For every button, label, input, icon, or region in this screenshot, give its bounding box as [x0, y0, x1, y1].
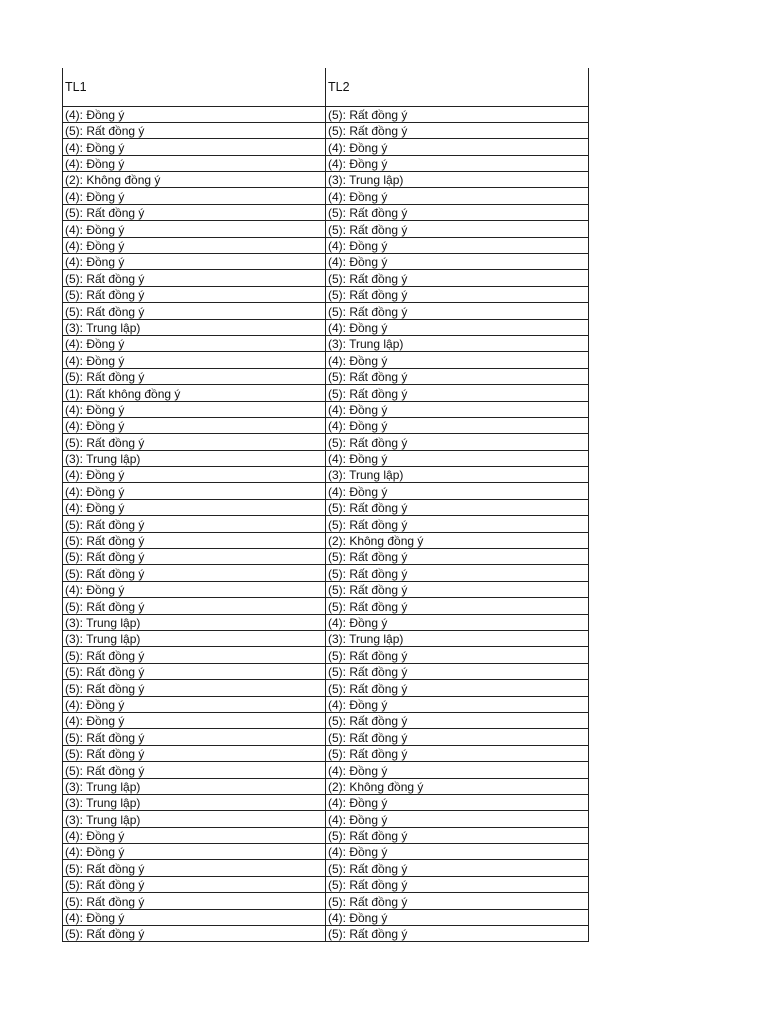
cell-tl1: (4): Đồng ý — [63, 909, 326, 925]
cell-tl1: (5): Rất đồng ý — [63, 270, 326, 286]
table-row — [63, 352, 589, 368]
cell-tl2: (5): Rất đồng ý — [326, 368, 589, 384]
cell-tl1: (4): Đồng ý — [63, 499, 326, 515]
cell-tl2: (4): Đồng ý — [326, 237, 589, 253]
cell-tl1: (5): Rất đồng ý — [63, 762, 326, 778]
table-row — [63, 499, 589, 515]
cell-tl1: (4): Đồng ý — [63, 106, 326, 122]
cell-tl2: (5): Rất đồng ý — [326, 876, 589, 892]
table-row — [63, 565, 589, 581]
cell-tl2: (4): Đồng ý — [326, 319, 589, 335]
cell-tl2: (5): Rất đồng ý — [326, 745, 589, 761]
spreadsheet-page — [62, 68, 588, 942]
cell-tl2: (3): Trung lập) — [326, 467, 589, 483]
cell-tl2: (4): Đồng ý — [326, 844, 589, 860]
cell-tl2: (4): Đồng ý — [326, 794, 589, 810]
cell-tl1: (5): Rất đồng ý — [63, 565, 326, 581]
cell-tl2: (4): Đồng ý — [326, 450, 589, 466]
table-row — [63, 385, 589, 401]
cell-tl2: (5): Rất đồng ý — [326, 926, 589, 942]
cell-tl1: (5): Rất đồng ý — [63, 434, 326, 450]
cell-tl2: (4): Đồng ý — [326, 254, 589, 270]
cell-tl1: (4): Đồng ý — [63, 221, 326, 237]
table-row — [63, 614, 589, 630]
cell-tl2: (4): Đồng ý — [326, 188, 589, 204]
cell-tl2: (5): Rất đồng ý — [326, 598, 589, 614]
cell-tl1: (3): Trung lập) — [63, 319, 326, 335]
table-row — [63, 204, 589, 220]
table-row — [63, 844, 589, 860]
cell-tl1: (4): Đồng ý — [63, 712, 326, 728]
table-row — [63, 467, 589, 483]
cell-tl2: (5): Rất đồng ý — [326, 827, 589, 843]
cell-tl1: (5): Rất đồng ý — [63, 926, 326, 942]
cell-tl2: (5): Rất đồng ý — [326, 122, 589, 138]
cell-tl1: (4): Đồng ý — [63, 352, 326, 368]
cell-tl2: (3): Trung lập) — [326, 335, 589, 351]
table-row — [63, 778, 589, 794]
table-row — [63, 893, 589, 909]
cell-tl2: (5): Rất đồng ý — [326, 680, 589, 696]
cell-tl2: (5): Rất đồng ý — [326, 499, 589, 515]
table-row — [63, 794, 589, 810]
cell-tl2: (5): Rất đồng ý — [326, 729, 589, 745]
table-row — [63, 647, 589, 663]
cell-tl2: (5): Rất đồng ý — [326, 270, 589, 286]
cell-tl2: (5): Rất đồng ý — [326, 893, 589, 909]
table-row — [63, 926, 589, 942]
cell-tl1: (3): Trung lập) — [63, 450, 326, 466]
cell-tl2: (3): Trung lập) — [326, 172, 589, 188]
cell-tl1: (2): Không đồng ý — [63, 172, 326, 188]
cell-tl1: (4): Đồng ý — [63, 483, 326, 499]
cell-tl2: (5): Rất đồng ý — [326, 204, 589, 220]
table-row — [63, 139, 589, 155]
cell-tl2: (5): Rất đồng ý — [326, 712, 589, 728]
cell-tl1: (5): Rất đồng ý — [63, 680, 326, 696]
cell-tl1: (3): Trung lập) — [63, 811, 326, 827]
cell-tl2: (4): Đồng ý — [326, 762, 589, 778]
cell-tl1: (5): Rất đồng ý — [63, 204, 326, 220]
table-row — [63, 663, 589, 679]
cell-tl2: (4): Đồng ý — [326, 483, 589, 499]
table-row — [63, 335, 589, 351]
table-row — [63, 434, 589, 450]
cell-tl2: (5): Rất đồng ý — [326, 516, 589, 532]
cell-tl1: (5): Rất đồng ý — [63, 549, 326, 565]
cell-tl1: (4): Đồng ý — [63, 581, 326, 597]
cell-tl2: (5): Rất đồng ý — [326, 860, 589, 876]
table-row — [63, 712, 589, 728]
table-row — [63, 303, 589, 319]
cell-tl1: (5): Rất đồng ý — [63, 368, 326, 384]
table-row — [63, 254, 589, 270]
table-row — [63, 155, 589, 171]
cell-tl1: (4): Đồng ý — [63, 155, 326, 171]
cell-tl1: (4): Đồng ý — [63, 696, 326, 712]
table-row — [63, 516, 589, 532]
table-row — [63, 729, 589, 745]
table-row — [63, 745, 589, 761]
cell-tl2: (4): Đồng ý — [326, 155, 589, 171]
table-row — [63, 860, 589, 876]
table-row — [63, 122, 589, 138]
cell-tl1: (3): Trung lập) — [63, 794, 326, 810]
cell-tl1: (4): Đồng ý — [63, 467, 326, 483]
cell-tl2: (5): Rất đồng ý — [326, 434, 589, 450]
cell-tl1: (4): Đồng ý — [63, 417, 326, 433]
cell-tl2: (5): Rất đồng ý — [326, 385, 589, 401]
cell-tl2: (4): Đồng ý — [326, 401, 589, 417]
cell-tl2: (4): Đồng ý — [326, 614, 589, 630]
cell-tl1: (5): Rất đồng ý — [63, 286, 326, 302]
cell-tl2: (5): Rất đồng ý — [326, 581, 589, 597]
cell-tl1: (4): Đồng ý — [63, 139, 326, 155]
column-header-tl2: TL2 — [326, 68, 589, 106]
table-row — [63, 762, 589, 778]
table-row — [63, 172, 589, 188]
table-row — [63, 532, 589, 548]
cell-tl1: (4): Đồng ý — [63, 827, 326, 843]
cell-tl2: (4): Đồng ý — [326, 811, 589, 827]
table-row — [63, 876, 589, 892]
table-row — [63, 827, 589, 843]
table-row — [63, 483, 589, 499]
responses-table — [62, 68, 589, 942]
cell-tl1: (4): Đồng ý — [63, 401, 326, 417]
cell-tl1: (5): Rất đồng ý — [63, 745, 326, 761]
cell-tl2: (2): Không đồng ý — [326, 532, 589, 548]
table-row — [63, 909, 589, 925]
cell-tl2: (5): Rất đồng ý — [326, 221, 589, 237]
table-row — [63, 696, 589, 712]
table-body — [63, 106, 589, 942]
column-header-tl1: TL1 — [63, 68, 326, 106]
table-row — [63, 237, 589, 253]
table-row — [63, 581, 589, 597]
table-row — [63, 450, 589, 466]
table-row — [63, 598, 589, 614]
cell-tl2: (5): Rất đồng ý — [326, 647, 589, 663]
cell-tl1: (5): Rất đồng ý — [63, 860, 326, 876]
cell-tl1: (5): Rất đồng ý — [63, 598, 326, 614]
cell-tl1: (5): Rất đồng ý — [63, 532, 326, 548]
cell-tl1: (5): Rất đồng ý — [63, 663, 326, 679]
cell-tl2: (4): Đồng ý — [326, 352, 589, 368]
cell-tl2: (4): Đồng ý — [326, 139, 589, 155]
cell-tl1: (5): Rất đồng ý — [63, 516, 326, 532]
cell-tl1: (5): Rất đồng ý — [63, 647, 326, 663]
table-row — [63, 631, 589, 647]
cell-tl1: (4): Đồng ý — [63, 237, 326, 253]
table-row — [63, 270, 589, 286]
header-row — [63, 68, 589, 106]
cell-tl2: (3): Trung lập) — [326, 631, 589, 647]
table-row — [63, 549, 589, 565]
table-row — [63, 401, 589, 417]
cell-tl2: (5): Rất đồng ý — [326, 549, 589, 565]
cell-tl2: (4): Đồng ý — [326, 417, 589, 433]
table-row — [63, 286, 589, 302]
table-row — [63, 417, 589, 433]
cell-tl1: (5): Rất đồng ý — [63, 303, 326, 319]
table-row — [63, 221, 589, 237]
table-row — [63, 106, 589, 122]
cell-tl2: (5): Rất đồng ý — [326, 565, 589, 581]
cell-tl1: (4): Đồng ý — [63, 254, 326, 270]
cell-tl2: (5): Rất đồng ý — [326, 303, 589, 319]
cell-tl2: (2): Không đồng ý — [326, 778, 589, 794]
table-row — [63, 680, 589, 696]
cell-tl1: (5): Rất đồng ý — [63, 729, 326, 745]
cell-tl1: (3): Trung lập) — [63, 631, 326, 647]
cell-tl2: (5): Rất đồng ý — [326, 106, 589, 122]
cell-tl2: (5): Rất đồng ý — [326, 663, 589, 679]
cell-tl1: (5): Rất đồng ý — [63, 122, 326, 138]
cell-tl1: (1): Rất không đồng ý — [63, 385, 326, 401]
cell-tl1: (3): Trung lập) — [63, 778, 326, 794]
cell-tl1: (4): Đồng ý — [63, 335, 326, 351]
cell-tl2: (5): Rất đồng ý — [326, 286, 589, 302]
table-row — [63, 188, 589, 204]
table-row — [63, 319, 589, 335]
cell-tl1: (4): Đồng ý — [63, 188, 326, 204]
cell-tl2: (4): Đồng ý — [326, 696, 589, 712]
table-row — [63, 811, 589, 827]
cell-tl2: (4): Đồng ý — [326, 909, 589, 925]
table-row — [63, 368, 589, 384]
cell-tl1: (3): Trung lập) — [63, 614, 326, 630]
cell-tl1: (5): Rất đồng ý — [63, 893, 326, 909]
cell-tl1: (5): Rất đồng ý — [63, 876, 326, 892]
cell-tl1: (4): Đồng ý — [63, 844, 326, 860]
